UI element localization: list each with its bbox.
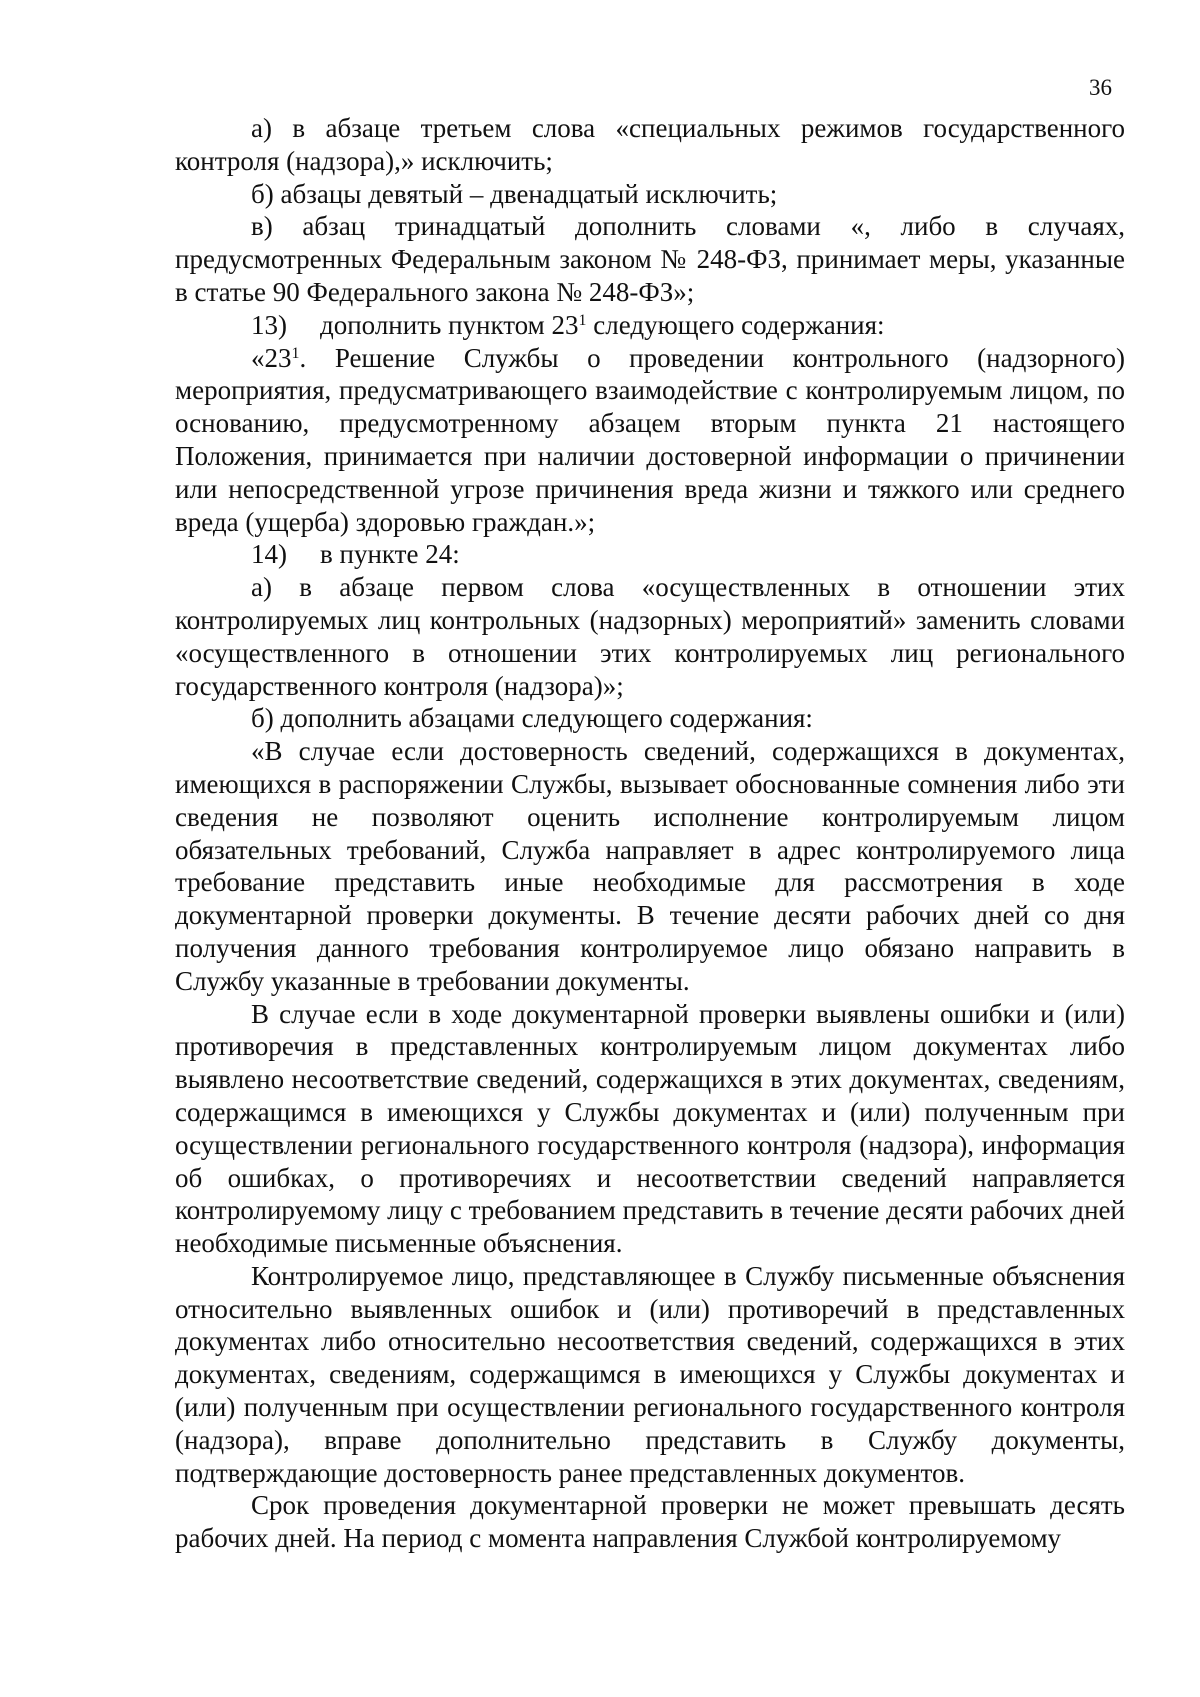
paragraph-a-third-abzac: а) в абзаце третьем слова «специальных режимов государственного контроля (надзора),» исключить; [175, 113, 1125, 176]
paragraph-check-duration: Срок проведения документарной проверки не может превышать десять рабочих дней. На период с момента направления Службой контролируемому [175, 1490, 1125, 1554]
paragraph-b-abzacs-excluded: б) абзацы девятый – двенадцатый исключить; [251, 178, 778, 209]
page-number: 36 [1089, 75, 1112, 100]
item-text-continued: следующего содержания: [586, 309, 885, 340]
paragraph-errors-contradictions: В случае если в ходе документарной проверки выявлены ошибки и (или) противоречия в представленных контролируемым лицом документах либо выявлено несоответствие сведений, содержащихся в этих документах, сведениям, содержащимся в имеющихся у Службы документах и (или) полученным при осуществлении регионального государственного контроля (надзора), информация об ошибках, о противоречиях и несоответствии сведений направляется контролируемому лицу с требованием представить в течение десяти рабочих дней необходимые письменные объяснения. [175, 998, 1125, 1259]
quoted-point-23-1 [175, 342, 1125, 539]
document-body [175, 112, 1125, 1555]
paragraph-controlled-person: Контролируемое лицо, представляющее в Службу письменные объяснения относительно выявленных ошибок и (или) противоречий в представленных документах либо относительно несоответствия сведений, содержащихся в этих документах, сведениям, содержащимся в имеющихся у Службы документах и (или) полученным при осуществлении регионального государственного контроля (надзора), вправе дополнительно представить в Службу документы, подтверждающие достоверность ранее представленных документов. [175, 1260, 1125, 1488]
item-text: в пункте 24: [320, 539, 460, 570]
numbered-item-13 [175, 309, 1125, 342]
item-number: 14) [251, 539, 287, 570]
superscript: 1 [291, 344, 300, 362]
paragraph-b-add-abzacs: б) дополнить абзацами следующего содержания: [251, 703, 813, 734]
item-number: 13) [251, 309, 287, 340]
superscript: 1 [578, 311, 587, 329]
paragraph-v-thirteenth-abzac: в) абзац тринадцатый дополнить словами «, либо в случаях, предусмотренных Федеральным законом № 248-ФЗ, принимает меры, указанные в статье 90 Федерального закона № 248-ФЗ»; [175, 211, 1125, 307]
numbered-item-14 [175, 538, 1125, 571]
quoted-paragraph-reliability: «В случае если достоверность сведений, содержащихся в документах, имеющихся в распоряжении Службы, вызывает обоснованные сомнения либо эти сведения не позволяют оценить исполнение контролируемым лицом обязательных требований, Служба направляет в адрес контролируемого лица требование представить иные необходимые для рассмотрения в ходе документарной проверки документы. В течение десяти рабочих дней со дня получения данного требования контролируемое лицо обязано направить в Службу указанные в требовании документы. [175, 736, 1125, 996]
quote-start: «23 [251, 342, 292, 373]
item-text: дополнить пунктом 23 [320, 309, 579, 340]
paragraph-a-first-abzac: а) в абзаце первом слова «осуществленных в отношении этих контролируемых лиц контрольных (надзорных) мероприятий» заменить словами «осуществленного в отношении этих контролируемых лиц регионального государственного контроля (надзора)»; [175, 572, 1125, 701]
quote-text: . Решение Службы о проведении контрольного (надзорного) мероприятия, предусматривающего взаимодействие с контролируемым лицом, по основанию, предусмотренному абзацем вторым пункта 21 настоящего Положения, принимается при наличии достоверной информации о причинении или непосредственной угрозе причинения вреда жизни и тяжкого или среднего вреда (ущерба) здоровью граждан.»; [175, 342, 1125, 537]
